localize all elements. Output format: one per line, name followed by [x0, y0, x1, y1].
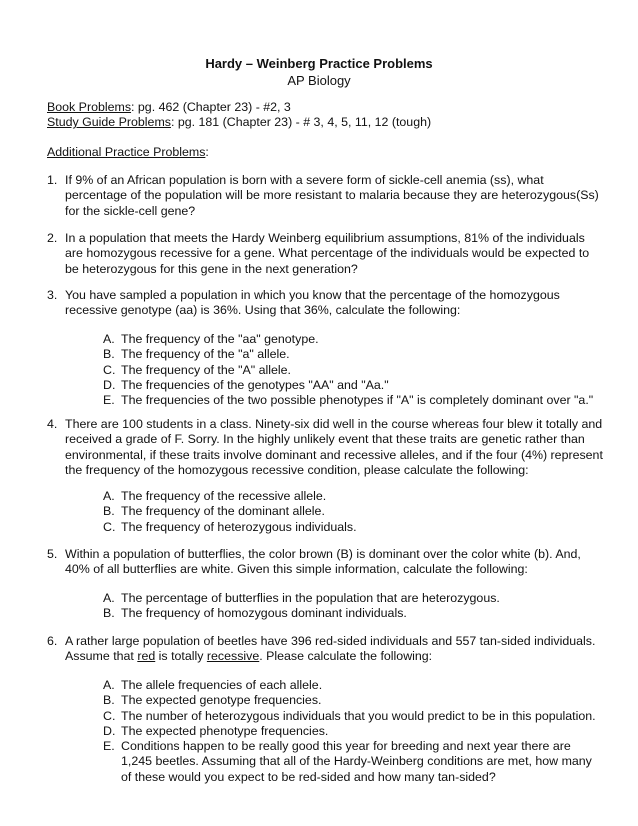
book-problems-line	[47, 100, 612, 115]
item-letter: A.	[103, 332, 115, 346]
list-item	[103, 363, 613, 378]
list-item	[103, 678, 613, 693]
question-5	[47, 547, 612, 578]
question-line: percentage of the population will be more resistant to malaria because they are heterozygous(Ss)	[65, 188, 599, 203]
book-problems-text: : pg. 462 (Chapter 23) - #2, 3	[131, 100, 291, 114]
list-item	[103, 693, 613, 708]
list-item	[103, 606, 613, 621]
list-item	[103, 347, 613, 362]
line-text: Assume that	[65, 649, 138, 664]
item-text: The frequency of heterozygous individuals.	[121, 519, 357, 534]
question-2	[47, 231, 612, 277]
list-item	[103, 520, 613, 535]
study-guide-text: : pg. 181 (Chapter 23) - # 3, 4, 5, 11, 12 (tough)	[170, 115, 432, 130]
list-item	[103, 489, 613, 504]
question-line: If 9% of an African population is born with a severe form of sickle-cell anemia (ss), what	[65, 173, 544, 187]
question-line	[65, 649, 612, 664]
emphasis-recessive: recessive	[206, 649, 260, 664]
question-number: 2.	[47, 231, 58, 245]
list-item	[103, 591, 613, 606]
item-text: Conditions happen to be really good this year for breeding and next year there are	[121, 739, 571, 754]
item-text: The frequency of the recessive allele.	[121, 489, 327, 503]
item-letter: A.	[103, 489, 115, 503]
item-text: 1,245 beetles. Assuming that all of the Hardy-Weinberg conditions are met, how many	[121, 754, 592, 769]
page-subtitle: AP Biology	[287, 73, 351, 89]
item-letter: B.	[103, 693, 115, 708]
item-text: The frequencies of the two possible phenotypes if "A" is completely dominant over "a."	[121, 393, 594, 408]
question-line: the frequency of the homozygous recessive condition, please calculate the following:	[65, 462, 529, 477]
question-line: A rather large population of beetles have 396 red-sided individuals and 557 tan-sided individuals.	[65, 634, 596, 648]
question-3-items	[103, 332, 613, 408]
question-line: environmental, if these traits involve dominant and recessive alleles, and if the four (4%) represent	[65, 447, 603, 462]
list-item	[103, 504, 613, 519]
item-letter: B.	[103, 504, 115, 519]
item-letter: B.	[103, 347, 115, 362]
question-line: 40% of all butterflies are white. Given this simple information, calculate the following:	[65, 562, 528, 577]
list-item	[103, 332, 613, 347]
additional-colon: :	[205, 145, 209, 159]
question-5-items	[103, 591, 613, 622]
line-text: is totally	[155, 649, 207, 664]
item-text: The frequency of the "a" allele.	[121, 347, 290, 362]
question-line: received a grade of F. Sorry. In the highly unlikely event that these traits are genetic rather than	[65, 432, 585, 447]
item-text: The expected phenotype frequencies.	[121, 723, 329, 738]
question-6-items	[103, 678, 613, 785]
question-line: for the sickle-cell gene?	[65, 203, 196, 218]
question-1	[47, 173, 612, 219]
item-letter: B.	[103, 606, 115, 621]
question-4-items	[103, 489, 613, 535]
question-line: You have sampled a population in which you know that the percentage of the homozygous	[65, 288, 560, 302]
item-text: The frequencies of the genotypes "AA" and "Aa."	[121, 377, 389, 392]
question-line: In a population that meets the Hardy Weinberg equilibrium assumptions, 81% of the individuals	[65, 231, 585, 245]
item-text: The frequency of homozygous dominant individuals.	[121, 606, 407, 621]
additional-label: Additional Practice Problems	[47, 145, 206, 159]
page-title: Hardy – Weinberg Practice Problems	[205, 56, 433, 71]
item-letter: D.	[103, 723, 116, 738]
question-number: 1.	[47, 173, 58, 187]
book-problems-label: Book Problems	[47, 100, 132, 114]
question-line: be heterozygous for this gene in the next generation?	[65, 261, 358, 276]
question-number: 6.	[47, 634, 58, 648]
question-number: 4.	[47, 417, 58, 431]
item-letter: E.	[103, 739, 115, 754]
item-text: The number of heterozygous individuals that you would predict to be in this population.	[121, 708, 596, 723]
item-text: The frequency of the "A" allele.	[121, 362, 291, 377]
item-letter: A.	[103, 678, 115, 692]
item-letter: E.	[103, 393, 115, 408]
study-guide-label: Study Guide Problems	[47, 115, 171, 130]
item-text: of these would you expect to be red-sided and how many tan-sided?	[121, 769, 496, 784]
list-item	[103, 709, 613, 724]
emphasis-red: red	[137, 649, 156, 664]
item-text: The frequency of the dominant allele.	[121, 504, 325, 519]
item-text: The expected genotype frequencies.	[121, 693, 322, 708]
line-text: . Please calculate the following:	[259, 649, 433, 664]
item-letter: C.	[103, 519, 116, 534]
list-item	[103, 393, 613, 408]
item-letter: D.	[103, 377, 116, 392]
item-text: The percentage of butterflies in the population that are heterozygous.	[121, 591, 500, 605]
question-line: recessive genotype (aa) is 36%. Using that 36%, calculate the following:	[65, 303, 461, 318]
question-number: 5.	[47, 547, 58, 561]
header	[0, 56, 638, 89]
question-line: Within a population of butterflies, the color brown (B) is dominant over the color white (b). And,	[65, 547, 581, 561]
item-text: The frequency of the "aa" genotype.	[121, 332, 319, 346]
question-number: 3.	[47, 288, 58, 302]
list-item	[103, 724, 613, 739]
item-letter: C.	[103, 362, 116, 377]
study-guide-line	[47, 115, 612, 130]
question-3	[47, 288, 612, 319]
question-line: There are 100 students in a class. Ninety-six did well in the course whereas four blew it totally and	[65, 417, 603, 431]
additional-heading	[47, 145, 612, 160]
references	[47, 100, 612, 131]
list-item	[103, 378, 613, 393]
question-6	[47, 634, 612, 665]
question-4	[47, 417, 612, 478]
item-text: The allele frequencies of each allele.	[121, 678, 323, 692]
item-letter: C.	[103, 708, 116, 723]
item-letter: A.	[103, 591, 115, 605]
list-item	[103, 739, 613, 785]
question-line: are homozygous recessive for a gene. What percentage of the individuals would be expected to	[65, 246, 590, 261]
